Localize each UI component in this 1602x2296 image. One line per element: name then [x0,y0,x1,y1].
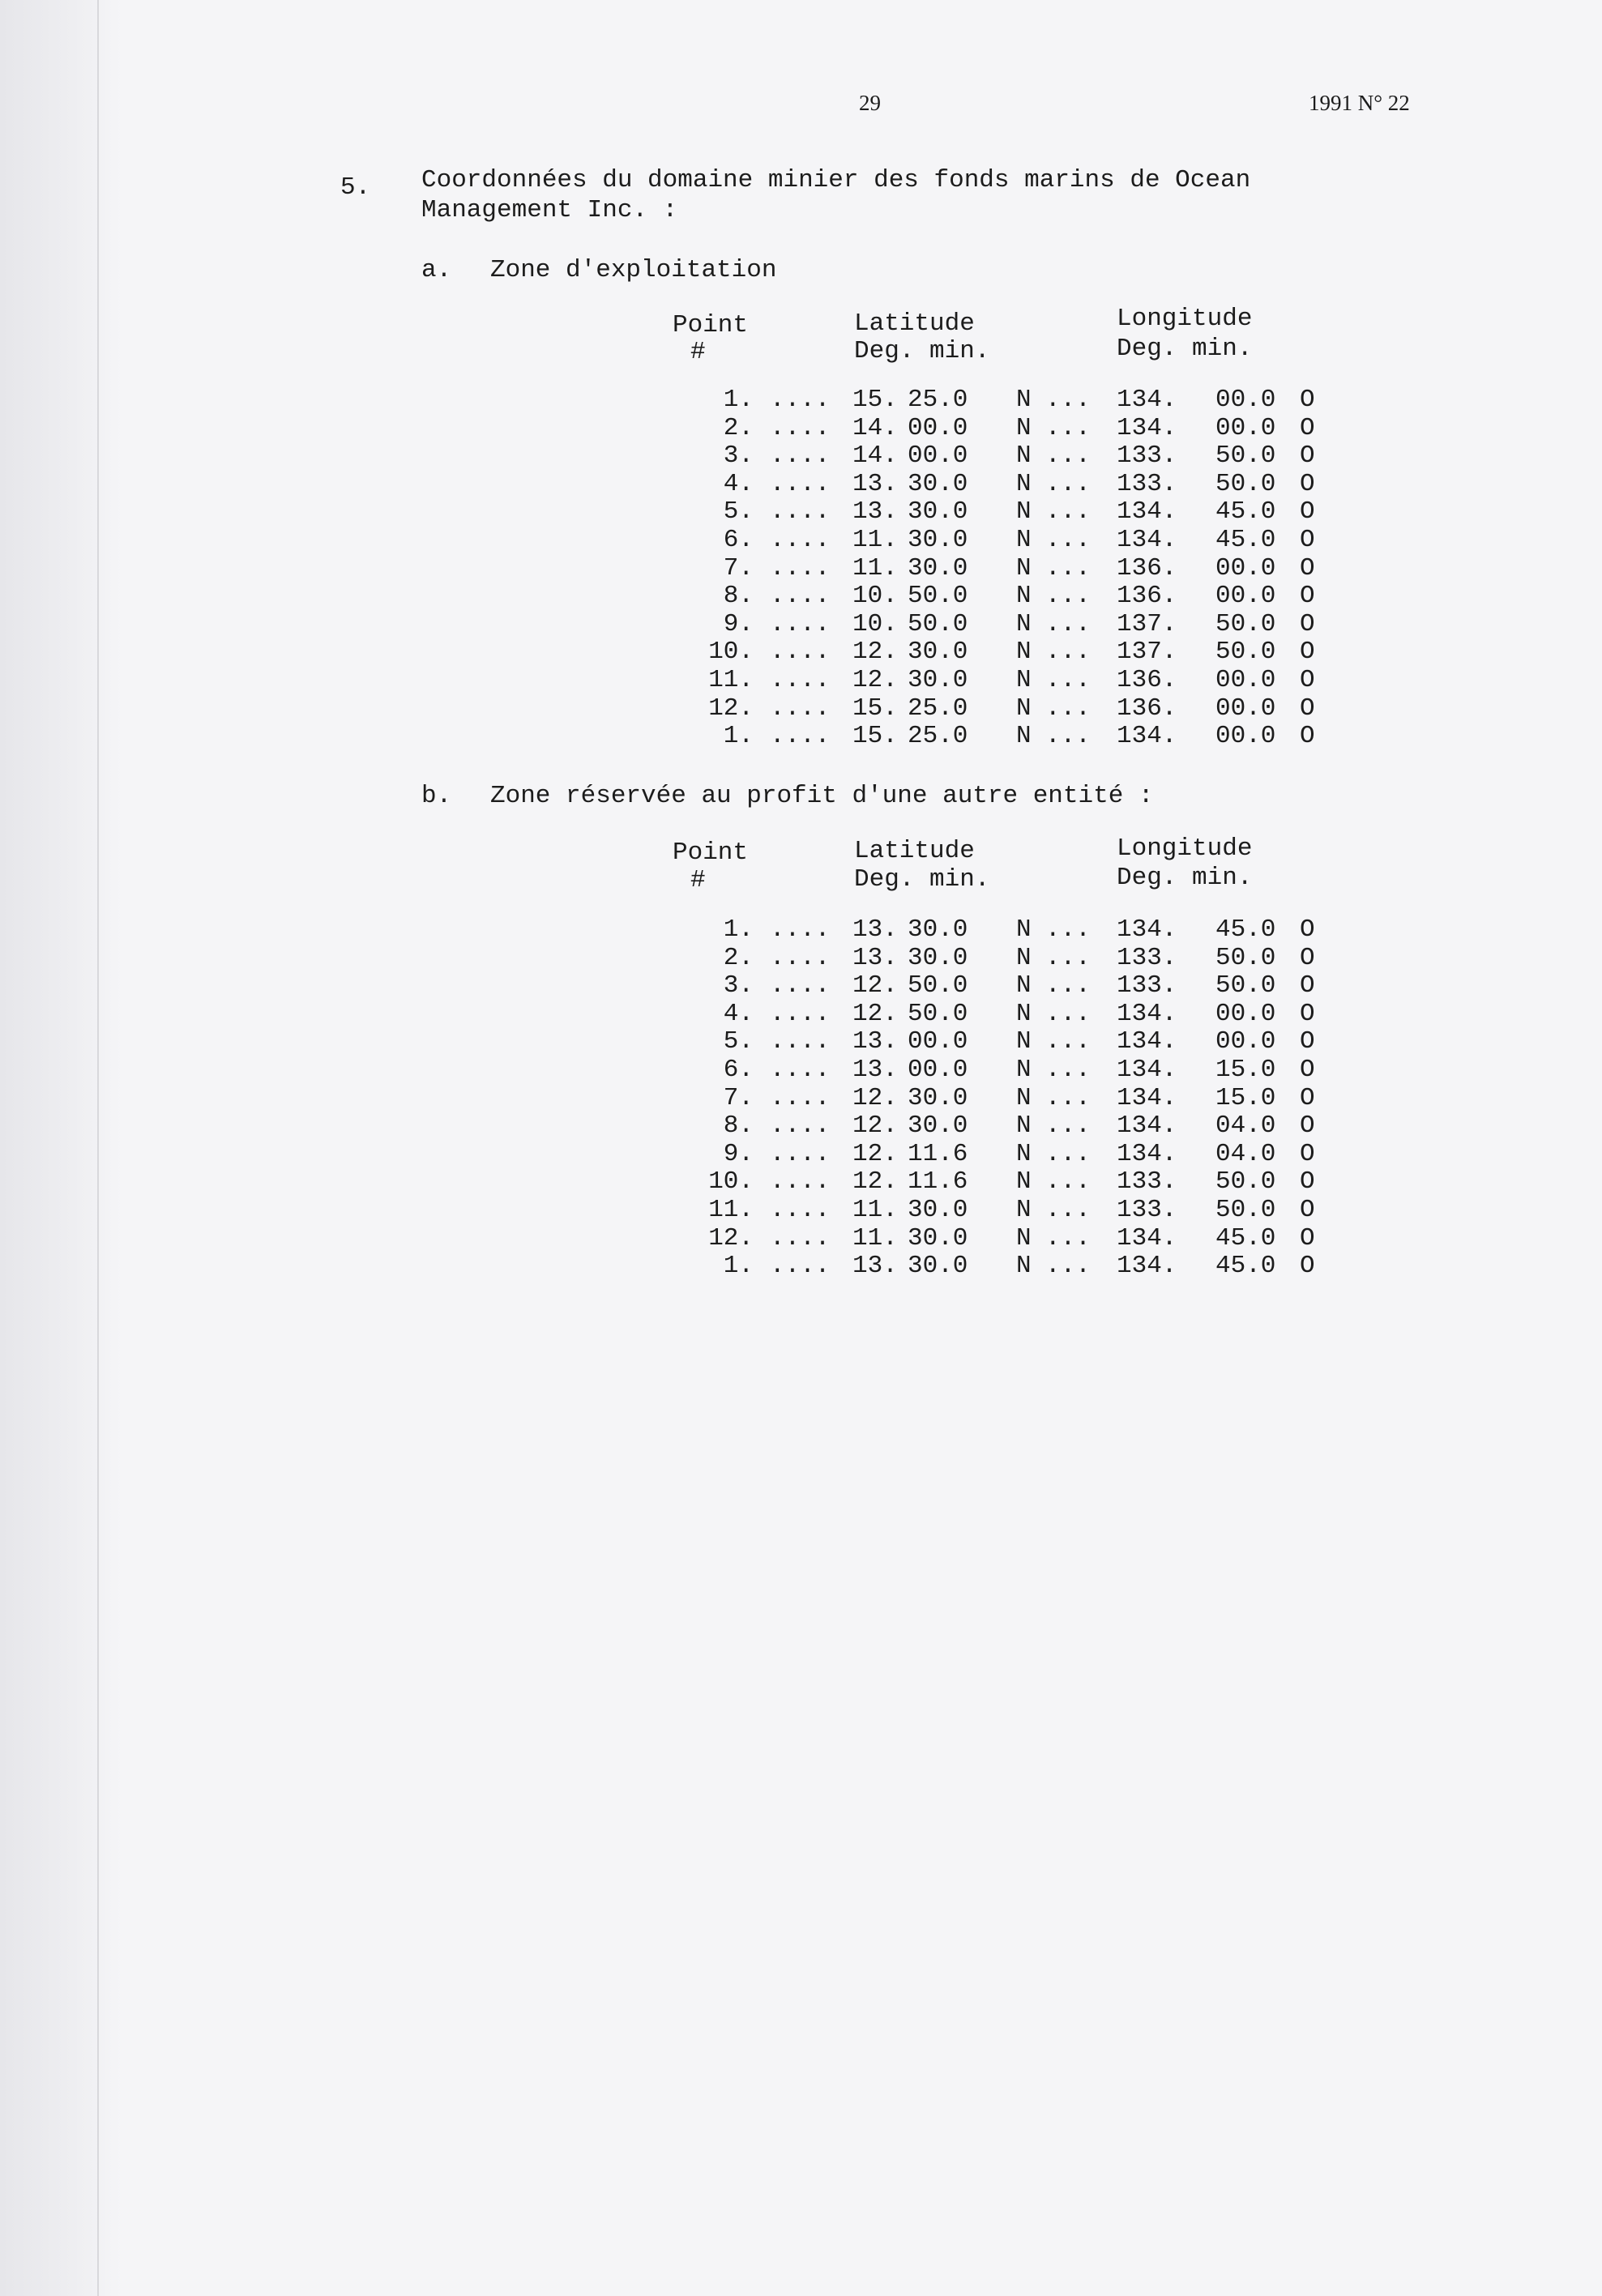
latitude-minutes: 30.0 [908,526,968,554]
latitude-minutes: 00.0 [908,413,968,442]
longitude-direction: O [1300,1056,1315,1084]
leader-dots: .... [770,386,831,414]
longitude-degrees: 134. [1117,1027,1177,1056]
point-number: 6. [723,526,754,554]
point-number: 5. [723,497,754,527]
leader-dots: .... [770,469,831,498]
longitude-degrees: 134. [1117,722,1177,751]
zone-a-col-hash: # [690,338,706,366]
latitude-degrees: 12. [852,638,898,667]
latitude-minutes: 30.0 [908,469,968,498]
separator-dots: ... [1045,1056,1091,1084]
zone-b-coordinate-row [0,1140,1602,1167]
separator-dots: ... [1045,386,1091,414]
longitude-degrees: 134. [1117,1139,1177,1168]
latitude-degrees: 11. [852,1223,898,1253]
longitude-degrees: 134. [1117,386,1177,414]
longitude-direction: O [1300,943,1315,972]
leader-dots: .... [770,1112,831,1141]
latitude-degrees: 14. [852,442,898,471]
point-number: 3. [723,442,754,471]
zone-a-title: Zone d'exploitation [490,256,777,284]
leader-dots: .... [770,497,831,527]
zone-b-coordinate-row [0,1000,1602,1027]
longitude-direction: O [1300,1223,1315,1253]
latitude-minutes: 50.0 [908,999,968,1028]
longitude-minutes: 50.0 [1215,943,1276,972]
separator-dots: ... [1045,1167,1091,1197]
zone-a-letter: a. [421,256,452,284]
latitude-hemisphere: N [1016,1056,1032,1084]
point-number: 10. [708,638,754,667]
point-number: 5. [723,1027,754,1056]
separator-dots: ... [1045,666,1091,694]
zone-b-col-latitude: Latitude [854,837,975,865]
latitude-degrees: 13. [852,943,898,972]
latitude-minutes: 00.0 [908,1056,968,1084]
longitude-minutes: 45.0 [1215,1223,1276,1253]
separator-dots: ... [1045,469,1091,498]
leader-dots: .... [770,971,831,1001]
latitude-minutes: 30.0 [908,1083,968,1112]
zone-b-col-point: Point [673,839,749,867]
latitude-hemisphere: N [1016,722,1032,751]
zone-a-col-point: Point [673,311,749,339]
longitude-direction: O [1300,497,1315,527]
latitude-degrees: 12. [852,1112,898,1141]
point-number: 11. [708,1196,754,1224]
latitude-degrees: 10. [852,582,898,611]
separator-dots: ... [1045,609,1091,638]
zone-b-coordinate-row [0,971,1602,999]
longitude-minutes: 50.0 [1215,971,1276,1001]
longitude-direction: O [1300,1027,1315,1056]
latitude-degrees: 13. [852,1056,898,1084]
longitude-minutes: 00.0 [1215,666,1276,694]
longitude-degrees: 134. [1117,1223,1177,1253]
latitude-degrees: 12. [852,1083,898,1112]
longitude-direction: O [1300,638,1315,667]
longitude-minutes: 00.0 [1215,999,1276,1028]
longitude-direction: O [1300,1083,1315,1112]
latitude-degrees: 13. [852,469,898,498]
longitude-direction: O [1300,1139,1315,1168]
point-number: 8. [723,1112,754,1141]
zone-b-coordinate-row [0,1196,1602,1223]
latitude-minutes: 25.0 [908,693,968,723]
separator-dots: ... [1045,1196,1091,1224]
leader-dots: .... [770,1027,831,1056]
latitude-hemisphere: N [1016,413,1032,442]
longitude-degrees: 134. [1117,915,1177,944]
zone-b-letter: b. [421,782,452,810]
latitude-minutes: 30.0 [908,915,968,944]
separator-dots: ... [1045,1223,1091,1253]
longitude-degrees: 134. [1117,1083,1177,1112]
separator-dots: ... [1045,526,1091,554]
point-number: 1. [723,386,754,414]
separator-dots: ... [1045,582,1091,611]
zone-a-coordinate-row [0,526,1602,553]
point-number: 4. [723,999,754,1028]
latitude-minutes: 25.0 [908,386,968,414]
zone-b-coordinate-row [0,1056,1602,1083]
latitude-minutes: 50.0 [908,609,968,638]
latitude-degrees: 15. [852,693,898,723]
longitude-direction: O [1300,1112,1315,1141]
longitude-degrees: 133. [1117,943,1177,972]
latitude-degrees: 12. [852,666,898,694]
leader-dots: .... [770,693,831,723]
zone-a-coordinate-row [0,694,1602,722]
point-number: 1. [723,915,754,944]
separator-dots: ... [1045,1139,1091,1168]
latitude-hemisphere: N [1016,999,1032,1028]
latitude-minutes: 30.0 [908,666,968,694]
longitude-degrees: 136. [1117,582,1177,611]
longitude-minutes: 50.0 [1215,609,1276,638]
latitude-degrees: 11. [852,553,898,583]
zone-a-coordinate-row [0,666,1602,693]
longitude-minutes: 00.0 [1215,722,1276,751]
longitude-degrees: 134. [1117,497,1177,527]
separator-dots: ... [1045,999,1091,1028]
leader-dots: .... [770,582,831,611]
longitude-degrees: 134. [1117,1252,1177,1281]
latitude-minutes: 11.6 [908,1139,968,1168]
latitude-hemisphere: N [1016,638,1032,667]
longitude-minutes: 00.0 [1215,553,1276,583]
zone-a-col-latitude-sub: Deg. min. [854,337,990,365]
longitude-direction: O [1300,386,1315,414]
longitude-minutes: 04.0 [1215,1139,1276,1168]
point-number: 11. [708,666,754,694]
point-number: 2. [723,413,754,442]
leader-dots: .... [770,609,831,638]
zone-b-col-hash: # [690,866,706,894]
longitude-degrees: 133. [1117,469,1177,498]
longitude-direction: O [1300,1196,1315,1224]
latitude-hemisphere: N [1016,1027,1032,1056]
zone-b-heading [421,783,1154,810]
latitude-minutes: 00.0 [908,1027,968,1056]
latitude-hemisphere: N [1016,1196,1032,1224]
longitude-minutes: 45.0 [1215,1252,1276,1281]
leader-dots: .... [770,638,831,667]
zone-a-coordinate-row [0,610,1602,638]
latitude-hemisphere: N [1016,553,1032,583]
leader-dots: .... [770,1056,831,1084]
zone-b-coordinate-row [0,1027,1602,1055]
longitude-degrees: 133. [1117,1167,1177,1197]
longitude-degrees: 137. [1117,609,1177,638]
zone-b-coordinate-row [0,1224,1602,1252]
latitude-minutes: 30.0 [908,1196,968,1224]
zone-b-coordinate-row [0,915,1602,943]
longitude-direction: O [1300,413,1315,442]
longitude-degrees: 136. [1117,666,1177,694]
longitude-minutes: 50.0 [1215,638,1276,667]
longitude-minutes: 45.0 [1215,526,1276,554]
latitude-degrees: 15. [852,386,898,414]
latitude-degrees: 11. [852,526,898,554]
longitude-minutes: 00.0 [1215,386,1276,414]
latitude-hemisphere: N [1016,609,1032,638]
longitude-degrees: 133. [1117,971,1177,1001]
longitude-direction: O [1300,693,1315,723]
zone-a-coordinate-row [0,470,1602,497]
latitude-hemisphere: N [1016,469,1032,498]
longitude-minutes: 15.0 [1215,1083,1276,1112]
leader-dots: .... [770,1167,831,1197]
zone-b-title: Zone réservée au profit d'une autre entité : [490,782,1154,810]
separator-dots: ... [1045,915,1091,944]
longitude-minutes: 00.0 [1215,582,1276,611]
latitude-hemisphere: N [1016,1167,1032,1197]
zone-b-coordinate-row [0,1112,1602,1139]
latitude-hemisphere: N [1016,943,1032,972]
zone-a-coordinate-row [0,638,1602,665]
point-number: 7. [723,1083,754,1112]
longitude-direction: O [1300,915,1315,944]
latitude-minutes: 30.0 [908,638,968,667]
latitude-minutes: 30.0 [908,553,968,583]
leader-dots: .... [770,999,831,1028]
latitude-hemisphere: N [1016,971,1032,1001]
separator-dots: ... [1045,693,1091,723]
point-number: 9. [723,609,754,638]
zone-b-col-longitude: Longitude [1117,834,1253,863]
zone-a-coordinate-row [0,722,1602,749]
separator-dots: ... [1045,553,1091,583]
latitude-hemisphere: N [1016,1083,1032,1112]
leader-dots: .... [770,413,831,442]
leader-dots: .... [770,1252,831,1281]
zone-a-coordinate-row [0,386,1602,413]
longitude-minutes: 50.0 [1215,1167,1276,1197]
latitude-minutes: 30.0 [908,1112,968,1141]
zone-a-heading [421,257,776,284]
longitude-degrees: 134. [1117,526,1177,554]
longitude-direction: O [1300,526,1315,554]
longitude-direction: O [1300,1252,1315,1281]
zone-b-coordinate-row [0,1167,1602,1195]
leader-dots: .... [770,1196,831,1224]
longitude-minutes: 50.0 [1215,469,1276,498]
latitude-hemisphere: N [1016,666,1032,694]
latitude-hemisphere: N [1016,1139,1032,1168]
point-number: 8. [723,582,754,611]
separator-dots: ... [1045,722,1091,751]
latitude-degrees: 12. [852,1139,898,1168]
point-number: 10. [708,1167,754,1197]
longitude-degrees: 133. [1117,442,1177,471]
latitude-degrees: 13. [852,497,898,527]
latitude-degrees: 13. [852,915,898,944]
zone-b-col-latitude-sub: Deg. min. [854,865,990,894]
zone-a-coordinate-row [0,554,1602,582]
point-number: 1. [723,1252,754,1281]
longitude-direction: O [1300,553,1315,583]
latitude-hemisphere: N [1016,915,1032,944]
latitude-minutes: 30.0 [908,943,968,972]
separator-dots: ... [1045,413,1091,442]
latitude-minutes: 50.0 [908,971,968,1001]
issue-reference: 1991 N° 22 [1309,91,1410,115]
longitude-degrees: 134. [1117,1056,1177,1084]
latitude-hemisphere: N [1016,582,1032,611]
zone-a-col-longitude-sub: Deg. min. [1117,335,1253,363]
latitude-minutes: 11.6 [908,1167,968,1197]
latitude-degrees: 10. [852,609,898,638]
section-title: Coordonnées du domaine minier des fonds marins de Ocean Management Inc. : [421,166,1251,224]
longitude-degrees: 134. [1117,1112,1177,1141]
longitude-direction: O [1300,609,1315,638]
separator-dots: ... [1045,442,1091,471]
latitude-hemisphere: N [1016,526,1032,554]
longitude-direction: O [1300,999,1315,1028]
longitude-degrees: 134. [1117,413,1177,442]
latitude-minutes: 25.0 [908,722,968,751]
separator-dots: ... [1045,1112,1091,1141]
zone-a-coordinate-row [0,582,1602,609]
separator-dots: ... [1045,1252,1091,1281]
longitude-minutes: 50.0 [1215,442,1276,471]
point-number: 2. [723,943,754,972]
zone-a-col-latitude: Latitude [854,309,975,338]
leader-dots: .... [770,722,831,751]
zone-b-col-longitude-sub: Deg. min. [1117,864,1253,892]
point-number: 12. [708,693,754,723]
longitude-direction: O [1300,442,1315,471]
point-number: 1. [723,722,754,751]
longitude-degrees: 134. [1117,999,1177,1028]
separator-dots: ... [1045,1083,1091,1112]
longitude-minutes: 00.0 [1215,1027,1276,1056]
longitude-minutes: 00.0 [1215,693,1276,723]
point-number: 12. [708,1223,754,1253]
latitude-degrees: 13. [852,1027,898,1056]
latitude-degrees: 11. [852,1196,898,1224]
longitude-direction: O [1300,582,1315,611]
leader-dots: .... [770,553,831,583]
leader-dots: .... [770,915,831,944]
latitude-degrees: 13. [852,1252,898,1281]
zone-a-coordinate-row [0,497,1602,525]
leader-dots: .... [770,1083,831,1112]
zone-a-col-longitude: Longitude [1117,305,1253,333]
latitude-hemisphere: N [1016,386,1032,414]
latitude-minutes: 50.0 [908,582,968,611]
latitude-minutes: 30.0 [908,1223,968,1253]
longitude-degrees: 136. [1117,553,1177,583]
latitude-hemisphere: N [1016,693,1032,723]
longitude-direction: O [1300,971,1315,1001]
zone-b-coordinate-row [0,1084,1602,1112]
latitude-hemisphere: N [1016,442,1032,471]
latitude-hemisphere: N [1016,1112,1032,1141]
separator-dots: ... [1045,1027,1091,1056]
zone-a-coordinate-row [0,414,1602,442]
separator-dots: ... [1045,971,1091,1001]
point-number: 3. [723,971,754,1001]
zone-b-coordinate-row [0,1252,1602,1279]
longitude-direction: O [1300,469,1315,498]
point-number: 7. [723,553,754,583]
latitude-minutes: 30.0 [908,497,968,527]
latitude-minutes: 30.0 [908,1252,968,1281]
separator-dots: ... [1045,943,1091,972]
longitude-degrees: 133. [1117,1196,1177,1224]
longitude-minutes: 45.0 [1215,497,1276,527]
point-number: 6. [723,1056,754,1084]
zone-a-coordinate-row [0,442,1602,469]
point-number: 4. [723,469,754,498]
separator-dots: ... [1045,638,1091,667]
longitude-minutes: 50.0 [1215,1196,1276,1224]
longitude-minutes: 00.0 [1215,413,1276,442]
longitude-degrees: 136. [1117,693,1177,723]
longitude-direction: O [1300,722,1315,751]
zone-b-coordinate-row [0,944,1602,971]
longitude-degrees: 137. [1117,638,1177,667]
latitude-minutes: 00.0 [908,442,968,471]
leader-dots: .... [770,526,831,554]
longitude-minutes: 45.0 [1215,915,1276,944]
latitude-degrees: 12. [852,1167,898,1197]
longitude-direction: O [1300,666,1315,694]
latitude-degrees: 15. [852,722,898,751]
point-number: 9. [723,1139,754,1168]
latitude-hemisphere: N [1016,497,1032,527]
latitude-degrees: 12. [852,971,898,1001]
leader-dots: .... [770,943,831,972]
latitude-hemisphere: N [1016,1252,1032,1281]
latitude-hemisphere: N [1016,1223,1032,1253]
latitude-degrees: 14. [852,413,898,442]
longitude-direction: O [1300,1167,1315,1197]
leader-dots: .... [770,666,831,694]
leader-dots: .... [770,1223,831,1253]
latitude-degrees: 12. [852,999,898,1028]
leader-dots: .... [770,1139,831,1168]
separator-dots: ... [1045,497,1091,527]
page-number: 29 [859,91,881,115]
longitude-minutes: 15.0 [1215,1056,1276,1084]
longitude-minutes: 04.0 [1215,1112,1276,1141]
leader-dots: .... [770,442,831,471]
section-number: 5. [340,173,371,202]
